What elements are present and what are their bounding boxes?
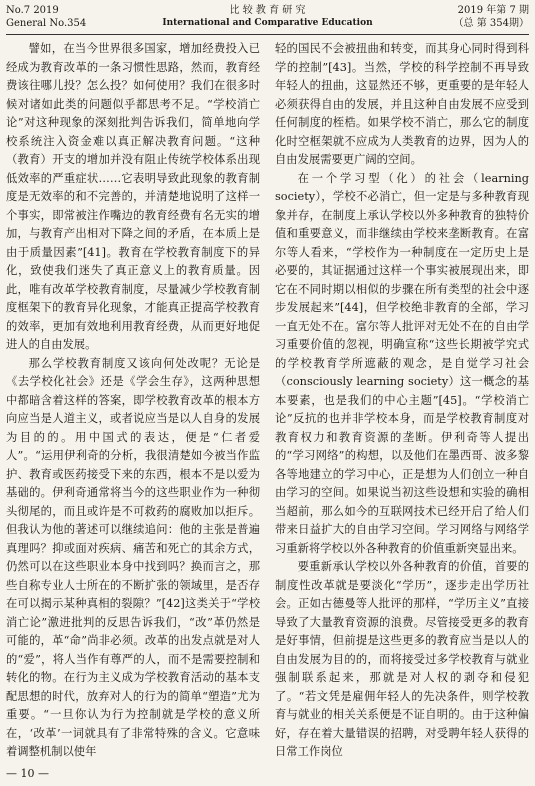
header-general-number: General No.354 (6, 18, 87, 29)
paragraph: 那么学校教育制度又该向何处改呢？无论是《去学校化社会》还是《学会生存》，这两种思想中都暗含着这样的答案，即学校教育改革的根本方向应当是人道主义，或者说应当是以人自身的发展为目的的。用中国式的表达，便是“仁者爱人”。“运用伊利奇的分析，我很清楚如今被当作监护、教育或医药接受下来的东西，根本不是以爱为基础的。伊利奇通常将当今的这些职业作为一种彻头彻尾的，而且或许是不可救药的腐败加以拒斥。但我认为他的著述可以继续追问：他的主张是普遍真理吗？抑或面对疾病、痛苦和死亡的其余方式，仍然可以在这些职业本身中找到吗？换而言之，那些自称专业人士所在的不断扩张的领域里，是否存在可以揭示某种真相的裂隙？”[42]这类关于“学校消亡论”激进批判的反思告诉我们，“改”革仍然是可能的，革“命”尚非必须。改革的出发点就是对人的“爱”，将人当作有尊严的人，而不是需要控制和转化的物。在行为主义成为学校教育活动的基本支配思想的时代，放弃对人的行为的简单“塑造”尤为重要。“一旦你认为行为控制就是学校的意义所在，‘改革’一词就具有了非常特殊的含义。它意味着调整机制以使年 (6, 356, 260, 758)
right-text-column (275, 40, 529, 764)
journal-title-en: International and Comparative Education (162, 18, 373, 28)
header-year-issue-cn: 2019 年第 7 期 (457, 5, 529, 16)
paragraph-continued: 轻的国民不会被扭曲和转变，而其身心同时得到科学的控制”[43]。当然，学校的科学控制不再导致年轻人的扭曲，这显然还不够，更重要的是年轻人必须获得自由的发展，并且这种自由发展不应受到任何制度的桎梏。如果学校不消亡，那么它的制度化时空框架就不应成为人类教育的边界，因为人的自由发展需要更广阔的空间。 (275, 42, 529, 166)
journal-title-cn: 比 较 教 育 研 究 (229, 5, 306, 16)
paragraph: 譬如，在当今世界很多国家，增加经费投入已经成为教育改革的一条习惯性思路，然而，教育经费该往哪儿投？怎么投？如何使用？我们在很多时候对诸如此类的问题似乎都思考不足。“学校消亡论”对这种现象的深刻批判告诉我们，简单地向学校系统注入资金难以真正解决教育问题。“这种（教育）开支的增加并没有阻止传统学校体系出现低效率的严重症状……它表明导致此现象的教育制度是无效率的和不完善的，并清楚地说明了这样一个事实，即常被注作嘴边的教育经费有名无实的增加，与教育产出相对下降之间的矛盾，在本质上是由于质量因素”[41]。教育在学校教育制度下的异化，致使我们迷失了真正意义上的教育质量。因此，唯有改革学校教育制度，尽量减少学校教育制度框架下的教育异化现象，才能真正提高学校教育的效率，更加有效地利用教育经费，从而更好地促进人的自由发展。 (6, 42, 260, 351)
header-journal-title (6, 4, 529, 30)
running-header (6, 2, 529, 35)
paragraph: 要重新承认学校以外各种教育的价值，首要的制度性改革就是要淡化“学历”，逐步走出学历社会。正如古德曼等人批评的那样，“学历主义”直接导致了大量教育资源的浪费。尽管接受更多的教育是好事情，但前提是这些更多的教育应当是以人的自由发展为目的的，而将接受过多学校教育与就业强制联系起来，那就是对人权的剥夺和侵犯了。“若文凭是雇佣年轻人的先决条件，则学校教育与就业的相关关系便是不证自明的。由于这种偏好，存在着大量错误的招聘，对受聘年轻人获得的日常工作岗位 (275, 560, 529, 758)
page-number: — 10 — (6, 767, 49, 780)
left-text-column (6, 40, 260, 764)
header-issue-cn (454, 4, 529, 30)
paragraph: 在一个学习型（化）的社会（learning society），学校不必消亡，但一定是与多种教育现象并存，在制度上承认学校以外多种教育的独特价值和重要意义，而非继续由学校来垄断教育。在富尔等人看来，“学校作为一种制度在一定历史上是必要的，其证据通过这样一个事实被展现出来，即它在不同时期以相似的步骤在所有类型的社会中逐步发展起来”[44]，但学校绝非教育的全部，学习一直无处不在。富尔等人批评对无处不在的自由学习重要价值的忽视，明确宣称“这些长期被学究式的学校教育学所遮蔽的观念，是自觉学习社会（consciously learning society）这一概念的基本要素，也是我们的中心主题”[45]。“学校消亡论”反抗的也并非学校本身，而是学校教育制度对教育权力和教育资源的垄断。伊利奇等人提出的“学习网络”的构想，以及他们在墨西哥、波多黎各等地建立的学习中心，正是想为人们创立一种自由学习的空间。如果说当初这些设想和实验的确相当超前，那么如今的互联网技术已经开启了给人们带来日益扩大的自由学习空间。学习网络与网络学习重新将学校以外各种教育的价值重新突显出来。 (275, 171, 529, 555)
header-issue-number: No.7 2019 (6, 5, 59, 16)
header-total-issue-cn: （总 第 354期） (453, 18, 529, 29)
